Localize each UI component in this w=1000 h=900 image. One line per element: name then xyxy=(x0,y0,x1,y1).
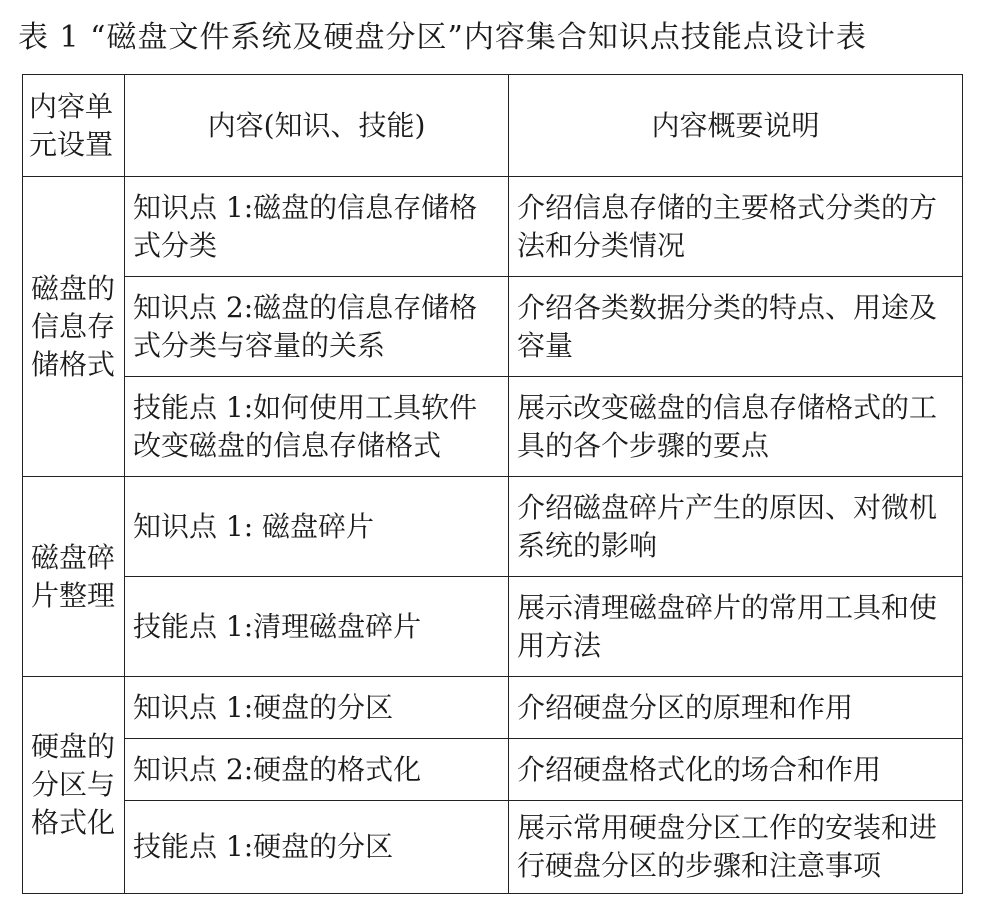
summary-cell: 介绍硬盘格式化的场合和作用 xyxy=(509,739,963,801)
content-cell: 知识点 2:磁盘的信息存储格式分类与容量的关系 xyxy=(125,277,509,377)
unit-cell: 磁盘碎片整理 xyxy=(23,477,125,677)
header-row xyxy=(23,75,963,177)
content-cell: 知识点 1: 磁盘碎片 xyxy=(125,477,509,577)
summary-cell: 展示常用硬盘分区工作的安装和进行硬盘分区的步骤和注意事项 xyxy=(509,801,963,894)
content-cell: 知识点 2:硬盘的格式化 xyxy=(125,739,509,801)
header-summary: 内容概要说明 xyxy=(509,75,963,177)
summary-cell: 介绍磁盘碎片产生的原因、对微机系统的影响 xyxy=(509,477,963,577)
summary-cell: 介绍硬盘分区的原理和作用 xyxy=(509,677,963,739)
table-row xyxy=(23,739,963,801)
summary-cell: 介绍信息存储的主要格式分类的方法和分类情况 xyxy=(509,177,963,277)
summary-cell: 介绍各类数据分类的特点、用途及容量 xyxy=(509,277,963,377)
table-row xyxy=(23,801,963,894)
header-unit-setting: 内容单元设置 xyxy=(23,75,125,177)
table-row xyxy=(23,377,963,477)
table-row xyxy=(23,477,963,577)
summary-cell: 展示改变磁盘的信息存储格式的工具的各个步骤的要点 xyxy=(509,377,963,477)
table-row xyxy=(23,177,963,277)
table-row xyxy=(23,277,963,377)
content-cell: 知识点 1:磁盘的信息存储格式分类 xyxy=(125,177,509,277)
content-cell: 技能点 1:硬盘的分区 xyxy=(125,801,509,894)
header-content: 内容(知识、技能) xyxy=(125,75,509,177)
content-cell: 技能点 1:如何使用工具软件改变磁盘的信息存储格式 xyxy=(125,377,509,477)
summary-cell: 展示清理磁盘碎片的常用工具和使用方法 xyxy=(509,577,963,677)
content-cell: 技能点 1:清理磁盘碎片 xyxy=(125,577,509,677)
table-title: 表 1 “磁盘文件系统及硬盘分区”内容集合知识点技能点设计表 xyxy=(18,20,867,55)
table-row xyxy=(23,677,963,739)
table-row xyxy=(23,577,963,677)
content-design-table xyxy=(22,74,963,894)
unit-cell: 硬盘的分区与格式化 xyxy=(23,677,125,894)
content-cell: 知识点 1:硬盘的分区 xyxy=(125,677,509,739)
unit-cell: 磁盘的信息存储格式 xyxy=(23,177,125,477)
